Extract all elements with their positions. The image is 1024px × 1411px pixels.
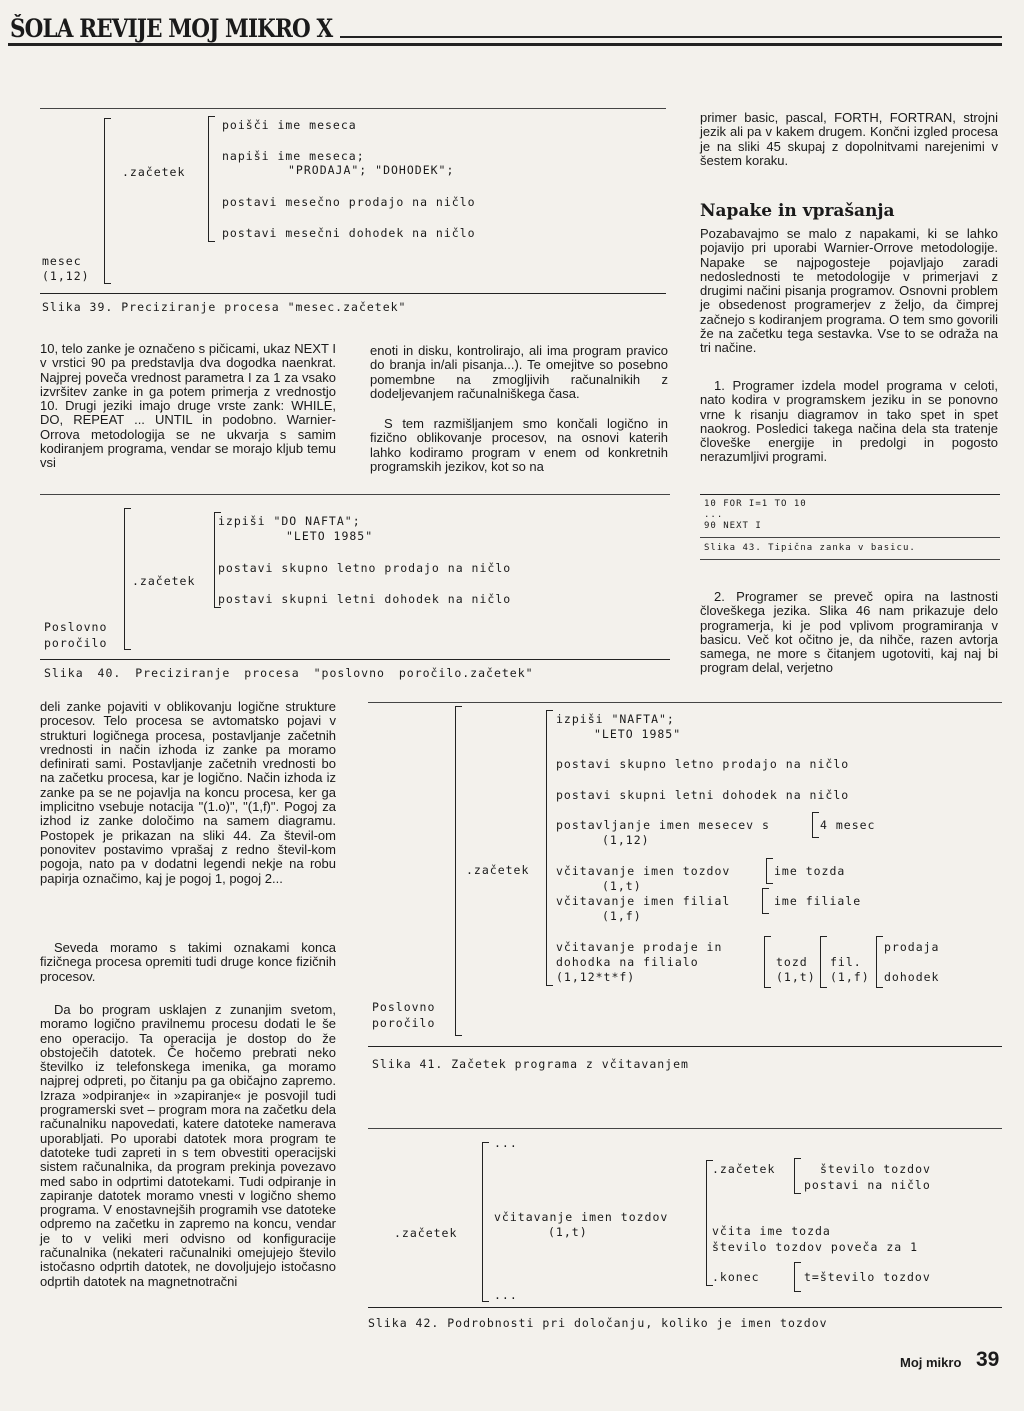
fig40-caption: Slika 40. Preciziranje procesa "poslovno poročilo.začetek": [44, 666, 534, 680]
fig40-zacetek: .začetek: [132, 574, 196, 588]
fig41-line-5b: 4 mesec: [820, 818, 876, 832]
fig42-zacetek: .začetek: [394, 1226, 458, 1240]
fig42-outer-brace: [482, 1142, 483, 1302]
col-left-1: deli zanke pojaviti v oblikovanju logične strukture procesov. Telo procesa se avtomatsko pojavi v strukturi logičnega procesa, postavljanje začetnih vrednosti in način izhoda iz zanke pa moramo definirati sami. Postavljanje začetnih vrednosti bo na začetku procesa, kar je logično. Način izhoda iz zanke pa se ne pojavlja na koncu procesa, ker ga implicitno vsebuje notacija "(1.o)", "(1,f)". Pogoj za izhod iz zanke določimo na samem diagramu. Postopek je prikazan na sliki 44. Za števil-om ponovitev postavimo vprašaj z redno števil-kom pogoja, nato pa v dodatni legendi nekje na robu papirja označimo, kaj je pogoj 1, pogoj 2...: [40, 699, 336, 886]
fig41-line-6b: ime tozda: [774, 864, 846, 878]
fig41-pos2: poročilo: [372, 1016, 436, 1030]
header-rule-2: [8, 43, 1002, 46]
fig41-brace-8: [764, 936, 765, 988]
fig41-brace-tozd: [820, 936, 821, 988]
napake-p2: 1. Programer izdela model programa v celoti, nato kodira v programskem jeziku in se ponovno vrne k risanju diagramov in tako spet in spet naokrog. Posledici takega načina dela sta tratenje človeške energije in predolgi in pogosto nerazumljivi programi.: [700, 378, 998, 465]
fig40-top-rule: [40, 494, 670, 495]
fig39-outer-brace: [104, 118, 105, 284]
fig43-line-1: 10 FOR I=1 TO 10: [704, 499, 807, 509]
fig40-bottom-rule: [40, 659, 670, 660]
fig41-line-7r: (1,f): [602, 909, 642, 923]
fig42-tst: t=število tozdov: [804, 1270, 931, 1284]
fig42-top-rule: [368, 1128, 1002, 1129]
fig40-outer-brace: [124, 508, 125, 650]
fig41-bottom-rule: [368, 1046, 1002, 1047]
col-left-3: Da bo program usklajen z zunanjim svetom, moramo logično pravilnemu procesu dodati le še eno operacijo. Ta operacija je dostop do že obstoječih datotek. Če hočemo prebrati neko številko iz telefonskega imenika, ga moramo najprej odpreti, po čitanju pa ga običajno zapremo. Izraza »odpiranje« in »zapiranje« je posvojil tudi programerski svet – program mora na začetku dela računalniku napovedati, katere datoteke namerava uporabljati. Po uporabi datotek mora program te datoteke tudi zapreti in s tem obvestiti operacijski sistem računalnika, da program prekinja povezavo med sabo in odprtimi datotekami. Tudi odpiranje in zapiranje datotek moramo vnesti v logično shemo programa. V enostavnejših programih vse datoteke odpremo na začetku in zapremo na koncu, vendar je to v veliki meri odvisno od konfiguracije računalnika (nekateri računalniki omejujejo število istočasno odprtih datotek, ne dovoljujejo istočasno odprtih datotek na magnetnotračni: [40, 1002, 336, 1289]
page-header-title: ŠOLA REVIJE MOJ MIKRO X: [10, 14, 333, 43]
fig42-povec: število tozdov poveča za 1: [712, 1240, 919, 1254]
fig41-tozd-r: (1,t): [776, 970, 816, 984]
fig41-line-6r: (1,t): [602, 879, 642, 893]
fig40-inner-brace: [214, 512, 215, 608]
fig41-inner-brace: [546, 710, 547, 986]
fig39-zacetek: .začetek: [122, 165, 186, 179]
fig41-line-7b: ime filiale: [774, 894, 862, 908]
col-right-top: primer basic, pascal, FORTH, FORTRAN, strojni jezik ali pa v kakem drugem. Končni izgled procesa je na sliki 45 skupaj z dopolnitvami narejenimi v šestem koraku.: [700, 110, 998, 168]
fig41-tozd: tozd: [776, 955, 808, 969]
fig42-brace-zac: [794, 1158, 795, 1194]
napake-p1: Pozabavajmo se malo z napakami, ki se lahko pojavijo pri uporabi Warnier-Orrove metodologije. Napake se najpogosteje pojavljajo zaradi nedoslednosti te metodologije v primerjavi z drugimi načini pisanja programov. Osnovni problem je obsedenost programerjev z željo, da čimprej začnejo s kodiranjem programa. O tem smo govorili že na začetku tega sestavka. Vse to se odraža na tri načine.: [700, 226, 998, 356]
footer-magazine: Moj mikro: [900, 1355, 962, 1370]
fig41-line-1: izpiši "NAFTA";: [556, 712, 675, 726]
col-mid-b1: enoti in disku, kontrolirajo, ali ima program pravico do branja in/ali pisanja...). Te omejitve so posebno pomembne na zmogljivih računalnikih z dodeljevanjem računalniškega časa.: [370, 343, 668, 401]
fig41-dohodek: dohodek: [884, 970, 940, 984]
header-rule: [340, 36, 1002, 38]
fig42-post: postavi na ničlo: [804, 1178, 931, 1192]
fig41-line-5: postavljanje imen mesecev s: [556, 818, 770, 832]
fig41-prodaja: prodaja: [884, 940, 940, 954]
fig42-sub-zacetek: .začetek: [712, 1162, 776, 1176]
fig39-mesec-rep: (1,12): [42, 269, 90, 283]
fig41-line-3: postavi skupno letno prodajo na ničlo: [556, 757, 850, 771]
fig39-line-3: "PRODAJA"; "DOHODEK";: [288, 163, 455, 177]
fig42-vcit: včitavanje imen tozdov: [494, 1210, 669, 1224]
fig43-top-rule: [700, 494, 1000, 495]
fig42-konec: .konec: [712, 1270, 760, 1284]
fig39-top-rule: [40, 108, 666, 109]
fig40-pos2: poročilo: [44, 636, 108, 650]
fig41-line-4: postavi skupni letni dohodek na ničlo: [556, 788, 850, 802]
napake-heading: Napake in vprašanja: [700, 201, 895, 221]
fig42-vcita: včita ime tozda: [712, 1224, 831, 1238]
fig41-fil-r: (1,f): [830, 970, 870, 984]
fig39-caption: Slika 39. Preciziranje procesa "mesec.začetek": [42, 300, 407, 314]
fig41-brace-6: [766, 858, 767, 884]
fig39-bottom-rule: [40, 293, 666, 294]
fig41-line-7: včitavanje imen filial: [556, 894, 731, 908]
fig42-st: število tozdov: [820, 1162, 931, 1176]
fig43-mid-rule: [700, 537, 1000, 538]
fig39-mesec: mesec: [42, 254, 82, 268]
fig43-bottom-rule: [700, 559, 1000, 560]
fig41-line-8b: dohodka na filialo: [556, 955, 699, 969]
fig40-line-3: postavi skupno letno prodajo na ničlo: [218, 561, 512, 575]
fig42-bottom-rule: [368, 1307, 1002, 1308]
fig42-vcit-r: (1,t): [548, 1225, 588, 1239]
fig39-line-4: postavi mesečno prodajo na ničlo: [222, 195, 476, 209]
fig40-pos1: Poslovno: [44, 620, 108, 634]
fig41-pos1: Poslovno: [372, 1000, 436, 1014]
col-mid-a: 10, telo zanke je označeno s pičicami, ukaz NEXT I v vrstici 90 pa predstavlja dva dogodka naenkrat. Najprej poveča vrednost parametra I za 1 za vsako izvršitev zanke in ga potem primerja z vrednostjo 10. Drugi jeziki imajo druge vrste zank: WHILE, DO, REPEAT ... UNTIL in podobno. Warnier-Orrova metodologija se ne ukvarja s samim kodiranjem programa, vendar se morajo kljub temu vsi: [40, 341, 336, 471]
fig39-line-2: napiši ime meseca;: [222, 149, 365, 163]
fig41-caption: Slika 41. Začetek programa z včitavanjem: [372, 1057, 689, 1071]
fig42-dots-bottom: ...: [494, 1288, 518, 1302]
fig41-fil: fil.: [830, 955, 862, 969]
fig41-line-5r: (1,12): [602, 833, 650, 847]
fig39-line-5: postavi mesečni dohodek na ničlo: [222, 226, 476, 240]
fig43-line-3: 90 NEXT I: [704, 521, 762, 531]
fig42-inner-brace: [706, 1160, 707, 1286]
fig40-line-4: postavi skupni letni dohodek na ničlo: [218, 592, 512, 606]
fig40-line-2: "LETO 1985": [286, 529, 374, 543]
fig43-caption: Slika 43. Tipična zanka v basicu.: [704, 543, 916, 553]
page-number: 39: [976, 1348, 1000, 1371]
fig41-outer-brace: [455, 706, 456, 1036]
napake-p3: 2. Programer se preveč opira na lastnosti človeškega jezika. Slika 46 nam prikazuje delo programerja, ki je pod vplivom programiranja v basicu. Več kot očitno je, da nihče, razen avtorja samega, ne more s čitanjem ugotoviti, kaj naj bi program delal, verjetno: [700, 589, 998, 676]
fig42-brace-konec: [794, 1262, 795, 1292]
fig41-line-8c: (1,12*t*f): [556, 970, 636, 984]
fig41-zacetek: .začetek: [466, 863, 530, 877]
fig41-line-6: včitavanje imen tozdov: [556, 864, 731, 878]
fig42-caption: Slika 42. Podrobnosti pri določanju, koliko je imen tozdov: [368, 1316, 828, 1330]
fig39-line-1: poišči ime meseca: [222, 118, 357, 132]
fig41-line-8a: včitavanje prodaje in: [556, 940, 723, 954]
fig41-brace-fil: [876, 936, 877, 988]
fig40-line-1: izpiši "DO NAFTA";: [218, 514, 361, 528]
fig43-line-2: ...: [704, 510, 724, 520]
fig41-brace-5: [812, 812, 813, 838]
fig41-line-2: "LETO 1985": [594, 727, 682, 741]
col-left-2: Seveda moramo s takimi oznakami konca fizičnega procesa opremiti tudi druge konce fizičnih procesov.: [40, 940, 336, 984]
fig39-inner-brace: [208, 116, 209, 242]
fig42-dots-top: ...: [494, 1136, 518, 1150]
fig41-top-rule: [368, 702, 1002, 703]
col-mid-b2: S tem razmišljanjem smo končali logično in fizično oblikovanje procesov, na osnovi katerih lahko kodiramo program v enem od konkretnih programskih jezikov, kot so na: [370, 416, 668, 474]
fig41-brace-7: [762, 888, 763, 914]
